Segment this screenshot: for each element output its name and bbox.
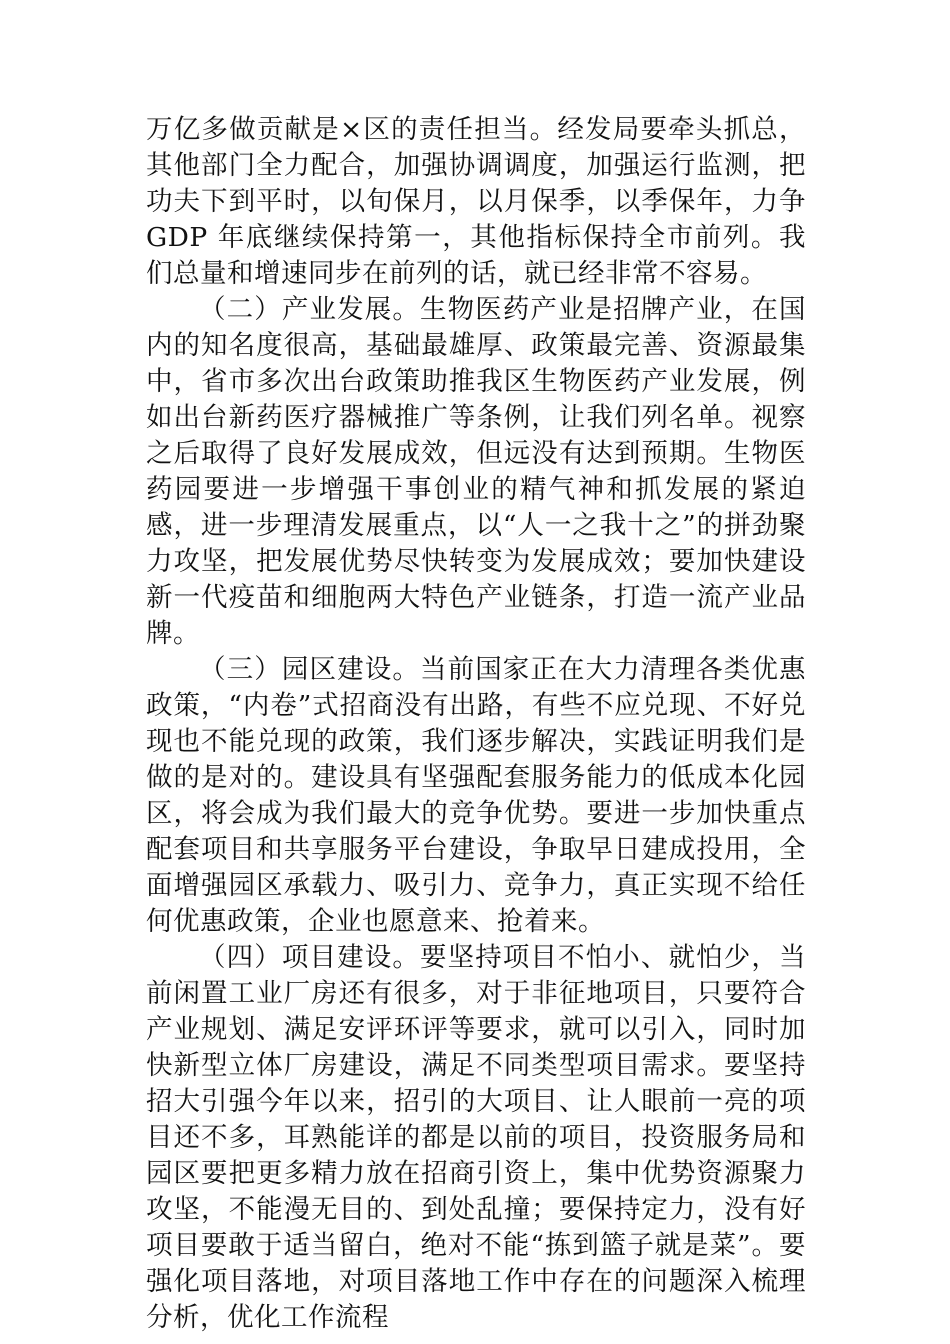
document-page: [146, 112, 806, 1336]
paragraph-park-construction: （三）园区建设。当前国家正在大力清理各类优惠政策，“内卷”式招商没有出路，有些不应兑现、不好兑现也不能兑现的政策，我们逐步解决，实践证明我们是做的是对的。建设具有坚强配套服务能力的低成本化园区，将会成为我们最大的竞争优势。要进一步加快重点配套项目和共享服务平台建设，争取早日建成投用，全面增强园区承载力、吸引力、竞争力，真正实现不给任何优惠政策，企业也愿意来、抢着来。: [146, 654, 806, 937]
paragraph-project-construction: （四）项目建设。要坚持项目不怕小、就怕少，当前闲置工业厂房还有很多，对于非征地项目，只要符合产业规划、满足安评环评等要求，就可以引入，同时加快新型立体厂房建设，满足不同类型项目需求。要坚持招大引强今年以来，招引的大项目、让人眼前一亮的项目还不多，耳熟能详的都是以前的项目，投资服务局和园区要把更多精力放在招商引资上，集中优势资源聚力攻坚，不能漫无目的、到处乱撞；要保持定力，没有好项目要敢于适当留白，绝对不能“拣到篮子就是菜”。要强化项目落地，对项目落地工作中存在的问题深入梳理分析，优化工作流程: [146, 942, 806, 1333]
paragraph-industry-development: （二）产业发展。生物医药产业是招牌产业，在国内的知名度很高，基础最雄厚、政策最完善、资源最集中，省市多次出台政策助推我区生物医药产业发展，例如出台新药医疗器械推广等条例，让我们列名单。视察之后取得了良好发展成效，但远没有达到预期。生物医药园要进一步增强干事创业的精气神和抓发展的紧迫感，进一步理清发展重点，以“人一之我十之”的拼劲聚力攻坚，把发展优势尽快转变为发展成效；要加快建设新一代疫苗和细胞两大特色产业链条，打造一流产业品牌。: [146, 294, 806, 649]
paragraph-continuation: 万亿多做贡献是×区的责任担当。经发局要牵头抓总，其他部门全力配合，加强协调调度，加强运行监测，把功夫下到平时，以旬保月，以月保季，以季保年，力争 GDP 年底继续保持第一，其他指标保持全市前列。我们总量和增速同步在前列的话，就已经非常不容易。: [146, 114, 806, 289]
